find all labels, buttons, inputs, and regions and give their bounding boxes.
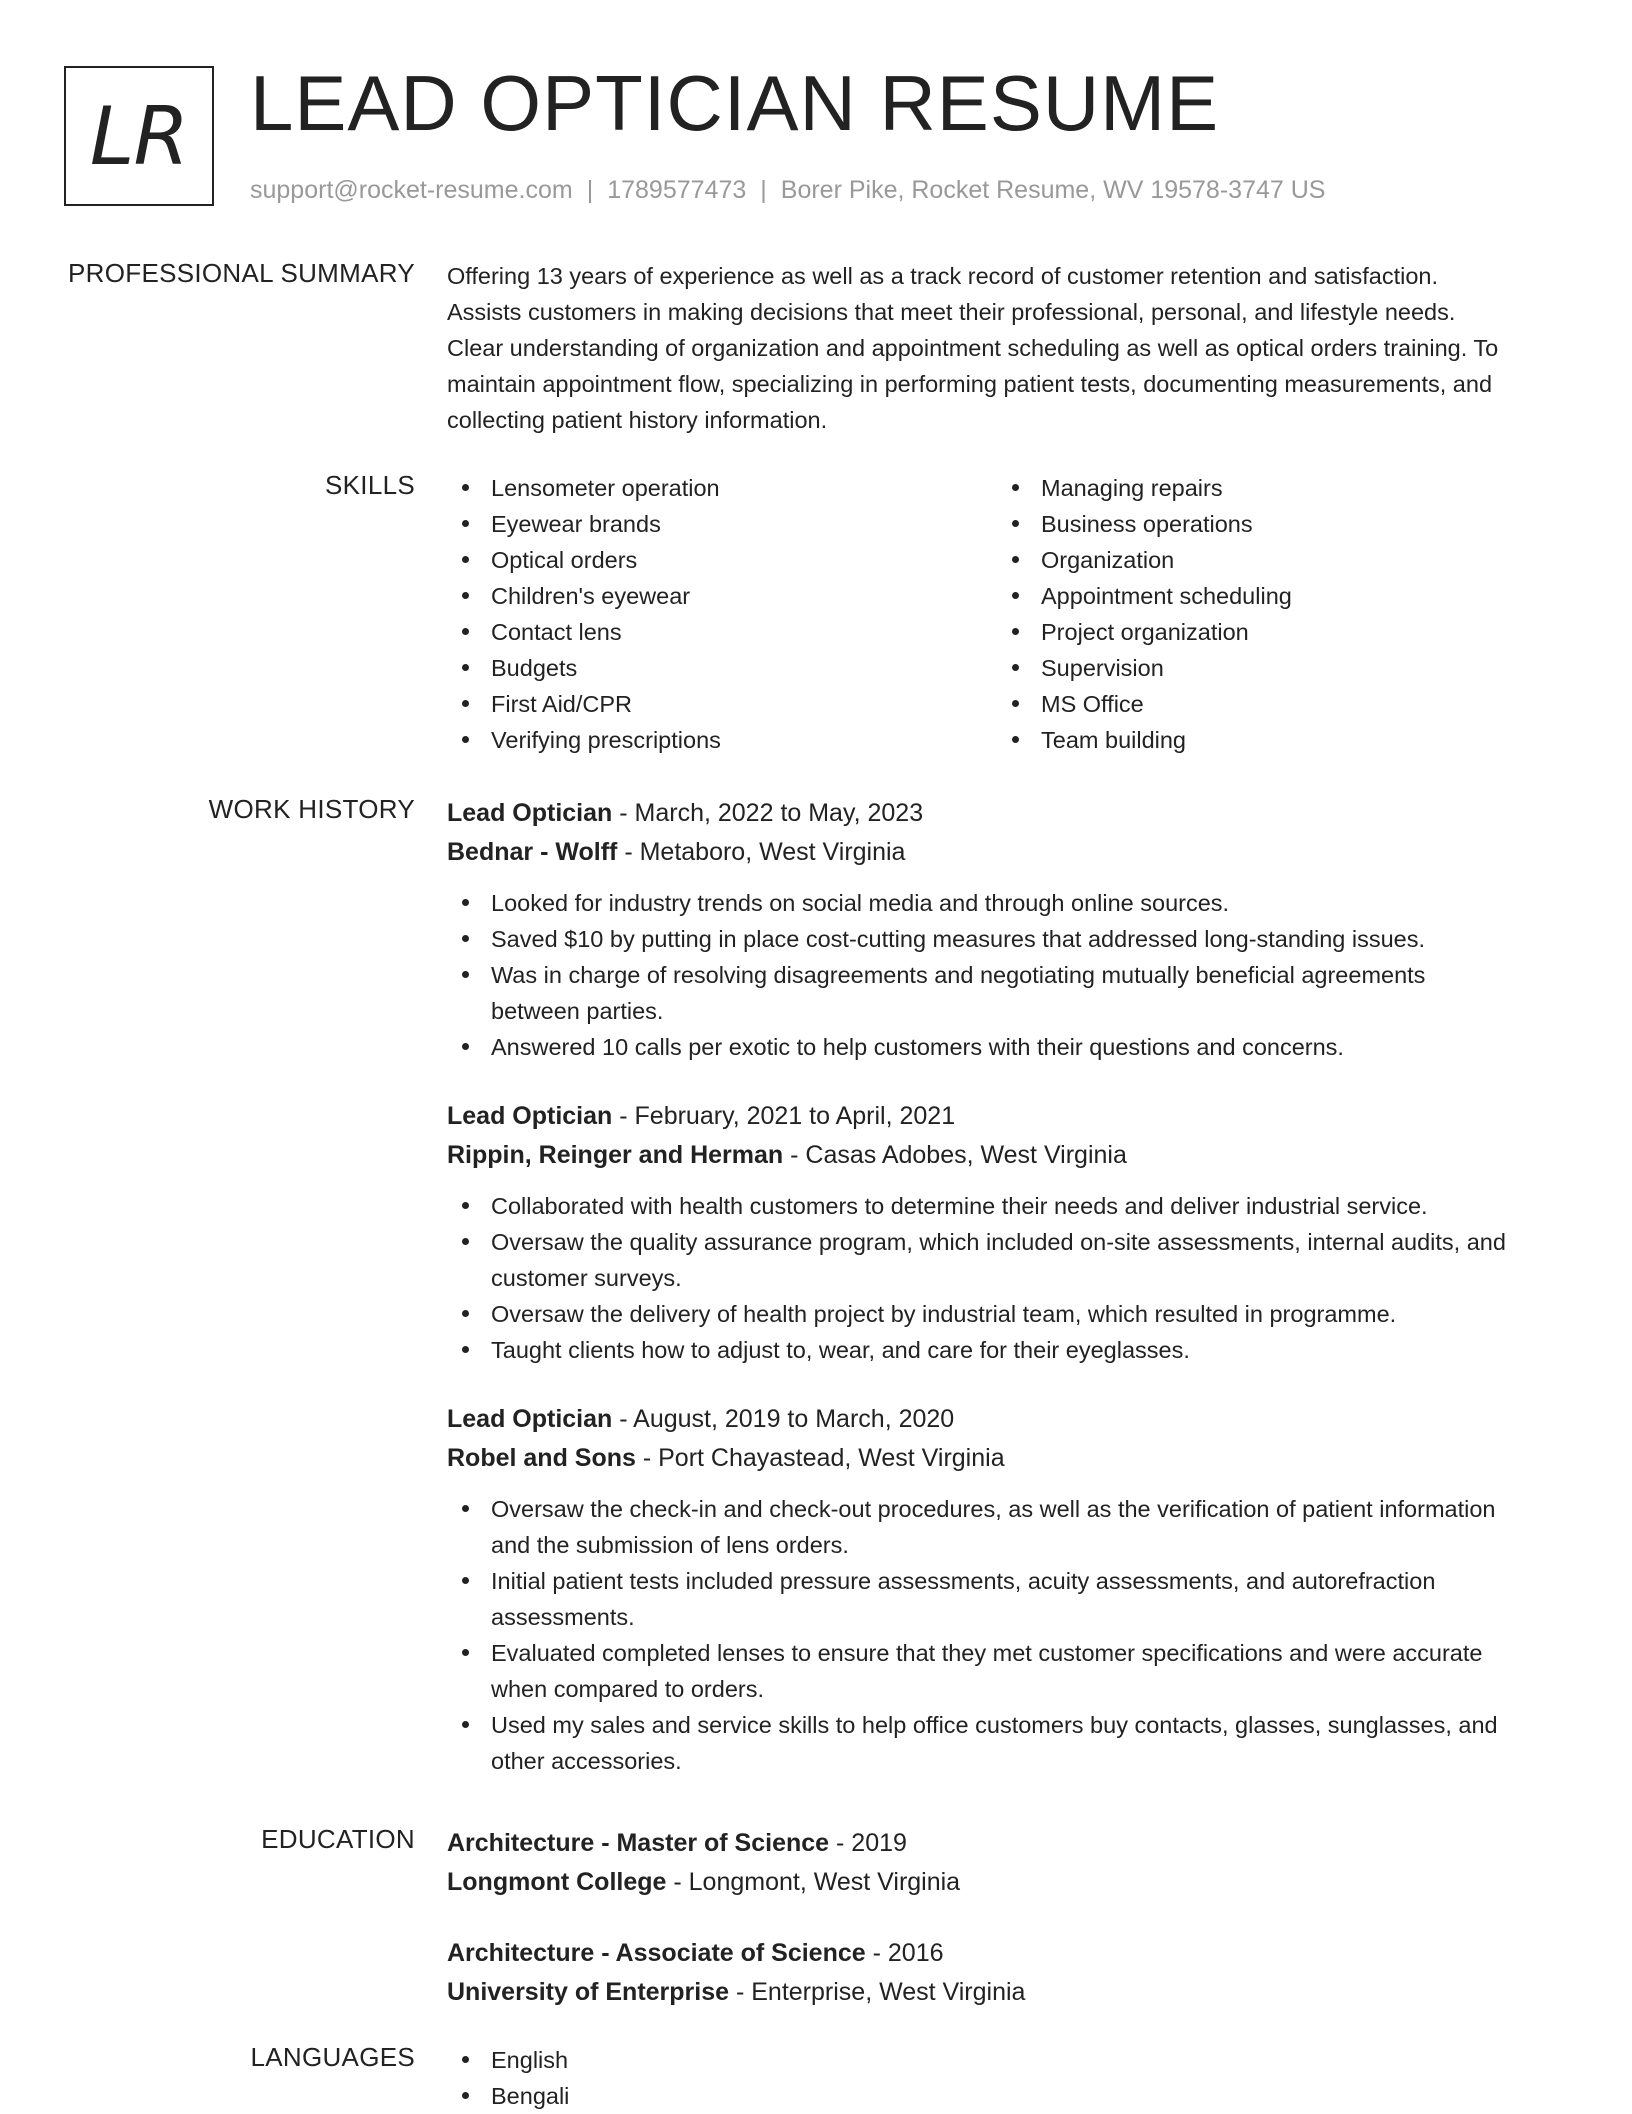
job-bullet [447,1707,1573,1779]
job-bullet [447,921,1573,957]
skill-item: Supervision [997,650,1547,686]
bullet-line: assessments. [491,1604,635,1630]
bullet-line: between parties. [491,998,664,1024]
contact-line [250,176,1325,205]
bullet-line: and the submission of lens orders. [491,1532,849,1558]
job-bullet [447,1635,1573,1707]
job-bullet [447,1563,1573,1635]
school-line [447,1863,1573,1902]
summary-line: Clear understanding of organization and appointment scheduling as well as optical orders training. To [447,335,1499,361]
job-bullet [447,1491,1573,1563]
job-entry [447,794,1573,1065]
summary-line: Assists customers in making decisions that meet their professional, personal, and lifestyle needs. [447,299,1456,325]
skill-item: Organization [997,542,1547,578]
bullet-line: Saved $10 by putting in place cost-cutting measures that addressed long-standing issues. [491,926,1426,952]
job-bullet [447,1188,1573,1224]
job-bullet [447,1224,1573,1296]
skill-item: Children's eyewear [447,578,997,614]
job-title: Lead Optician [447,1102,613,1130]
job-bullets [447,1491,1573,1779]
skill-item: Lensometer operation [447,470,997,506]
school-location: - Enterprise, West Virginia [729,1978,1026,2006]
section-label-skills: SKILLS [325,470,415,500]
section-label-languages: LANGUAGES [250,2042,415,2072]
job-title: Lead Optician [447,799,613,827]
bullet-line: when compared to orders. [491,1676,765,1702]
school: Longmont College [447,1868,667,1896]
work-history-body [447,794,1573,1779]
education-body [447,1824,1573,2012]
languages-body [447,2042,1573,2114]
job-company: Bednar - Wolff [447,838,618,866]
bullet-line: Looked for industry trends on social media and through online sources. [491,890,1230,916]
job-bullet [447,1296,1573,1332]
skill-item: First Aid/CPR [447,686,997,722]
job-dates: - March, 2022 to May, 2023 [612,799,924,827]
job-bullet [447,1332,1573,1368]
language-item: English [447,2042,1573,2078]
school-location: - Longmont, West Virginia [666,1868,961,1896]
education-entry [447,1824,1573,1902]
skill-item: Managing repairs [997,470,1547,506]
job-company-line [447,1439,1573,1478]
degree-line [447,1934,1573,1973]
skill-item: Verifying prescriptions [447,722,997,758]
section-label-summary: PROFESSIONAL SUMMARY [68,258,415,288]
languages-list [447,2042,1573,2114]
degree: Architecture - Associate of Science [447,1939,866,1967]
degree-year: - 2016 [865,1939,944,1967]
job-bullet [447,957,1573,1029]
contact-address: Borer Pike, Rocket Resume, WV 19578-3747 US [780,176,1326,204]
skills-list-left [447,470,997,758]
section-label-education: EDUCATION [261,1824,415,1854]
degree-line [447,1824,1573,1863]
bullet-line: Taught clients how to adjust to, wear, and care for their eyeglasses. [491,1337,1190,1363]
skill-item: Business operations [997,506,1547,542]
resume-title: LEAD OPTICIAN RESUME [250,59,1220,147]
job-company-line [447,833,1573,872]
bullet-line: Answered 10 calls per exotic to help customers with their questions and concerns. [491,1034,1344,1060]
skill-item: MS Office [997,686,1547,722]
contact-email[interactable]: support@rocket-resume.com [250,176,573,204]
skill-item: Project organization [997,614,1547,650]
job-location: - Casas Adobes, West Virginia [783,1141,1127,1169]
job-company: Robel and Sons [447,1444,636,1472]
skill-item: Appointment scheduling [997,578,1547,614]
bullet-line: Oversaw the quality assurance program, which included on-site assessments, internal audits, and [491,1229,1506,1255]
contact-phone[interactable]: 1789577473 [607,176,747,204]
contact-separator: | [586,176,594,204]
summary-line: Offering 13 years of experience as well as a track record of customer retention and satisfaction. [447,263,1438,289]
job-title-line [447,794,1573,833]
bullet-line: Was in charge of resolving disagreements and negotiating mutually beneficial agreements [491,962,1426,988]
job-title-line [447,1097,1573,1136]
job-entry [447,1400,1573,1779]
skill-item: Optical orders [447,542,997,578]
skill-item: Eyewear brands [447,506,997,542]
skill-item: Team building [997,722,1547,758]
job-company-line [447,1136,1573,1175]
bullet-line: Collaborated with health customers to determine their needs and deliver industrial service. [491,1193,1428,1219]
school: University of Enterprise [447,1978,730,2006]
job-company: Rippin, Reinger and Herman [447,1141,784,1169]
skills-list-right [997,470,1547,758]
job-title: Lead Optician [447,1405,613,1433]
job-dates: - August, 2019 to March, 2020 [612,1405,955,1433]
bullet-line: Evaluated completed lenses to ensure that they met customer specifications and were accurate [491,1640,1483,1666]
bullet-line: Oversaw the delivery of health project by industrial team, which resulted in programme. [491,1301,1397,1327]
job-dates: - February, 2021 to April, 2021 [612,1102,956,1130]
skill-item: Budgets [447,650,997,686]
job-bullets [447,885,1573,1065]
skills-body [447,470,1573,758]
job-bullet [447,1029,1573,1065]
skill-item: Contact lens [447,614,997,650]
language-item: Bengali [447,2078,1573,2114]
summary-line: maintain appointment flow, specializing in performing patient tests, documenting measurements, and [447,371,1493,397]
degree: Architecture - Master of Science [447,1829,830,1857]
summary-line: collecting patient history information. [447,407,828,433]
job-bullet [447,885,1573,921]
job-title-line [447,1400,1573,1439]
bullet-line: Initial patient tests included pressure assessments, acuity assessments, and autorefraction [491,1568,1436,1594]
job-location: - Metaboro, West Virginia [617,838,906,866]
contact-separator: | [760,176,767,204]
school-line [447,1973,1573,2012]
section-label-work: WORK HISTORY [208,794,415,824]
job-bullets [447,1188,1573,1368]
bullet-line: Oversaw the check-in and check-out procedures, as well as the verification of patient information [491,1496,1496,1522]
degree-year: - 2019 [829,1829,907,1857]
bullet-line: other accessories. [491,1748,682,1774]
education-entry [447,1934,1573,2012]
bullet-line: Used my sales and service skills to help office customers buy contacts, glasses, sunglasses, and [491,1712,1498,1738]
monogram: LR [64,66,214,206]
job-entry [447,1097,1573,1368]
job-location: - Port Chayastead, West Virginia [635,1444,1005,1472]
summary-body [447,258,1573,438]
bullet-line: customer surveys. [491,1265,682,1291]
